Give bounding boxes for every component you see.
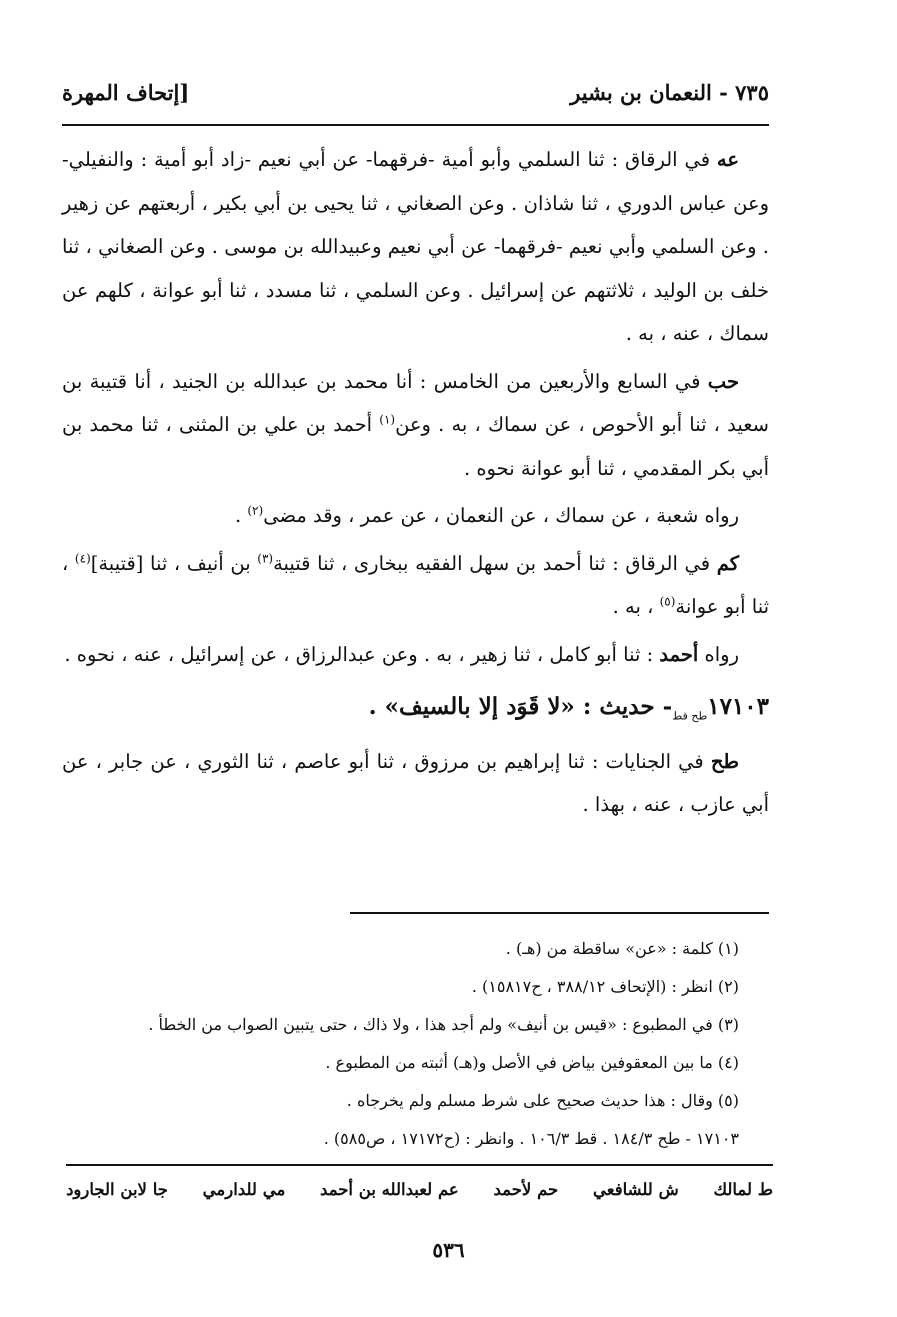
paragraph-text: رواه	[698, 642, 739, 666]
footnote-4: (٤) ما بين المعقوفين بياض في الأصل و(هـ) أثبته من المطبوع .	[325, 1053, 739, 1072]
abbreviations-key	[66, 1180, 773, 1199]
abbreviations-rule	[66, 1164, 773, 1166]
paragraph-3	[62, 494, 769, 538]
paragraph-text: في الجنايات : ثنا إبراهيم بن مرزوق ، ثنا أبو عاصم ، ثنا الثوري ، عن جابر ، عن أبي عازب ، عنه ، بهذا .	[62, 749, 769, 817]
footnote-ref: (٢)	[247, 503, 264, 518]
source-siglum: طح	[710, 749, 739, 773]
paragraph-1	[62, 138, 769, 356]
footnotes	[70, 930, 739, 1158]
hadith-title: - حديث : «لا قَوَد إلا بالسيف» .	[368, 693, 673, 720]
footnote-ref: (٤)	[74, 551, 91, 565]
hadith-heading	[62, 684, 769, 740]
paragraph-text: .	[234, 504, 248, 527]
paragraph-2	[62, 360, 769, 491]
abbrev-item: عم لعبدالله بن أحمد	[320, 1180, 459, 1199]
abbrev-item: ش للشافعي	[593, 1180, 679, 1199]
header-rule	[62, 124, 769, 126]
main-text	[62, 138, 769, 831]
source-siglum: كم	[716, 551, 739, 575]
footnote-rule	[350, 912, 769, 914]
hadith-source-tag: طح قط	[672, 709, 708, 723]
paragraph-text: أحمد بن علي بن المثنى ، ثنا محمد بن أبي بكر المقدمي ، ثنا أبو عوانة نحوه .	[62, 413, 769, 480]
hadith-reference-note: ١٧١٠٣ - طح ١٨٤/٣ . قط ١٠٦/٣ . وانظر : (ح١٧١٧٢ ، ص٥٨٥) .	[323, 1129, 739, 1148]
footnote-ref: (٥)	[659, 594, 676, 609]
source-siglum: عه	[716, 148, 739, 171]
abbrev-item: مي للدارمي	[202, 1180, 286, 1199]
source-siglum: حب	[707, 369, 739, 393]
paragraph-text: ، ثنا أبو عوانة	[62, 551, 769, 618]
footnote-3: (٣) في المطبوع : «قيس بن أنيف» ولم أجد هذا ، ولا ذاك ، حتى يتبين الصواب من الخطأ .	[148, 1015, 739, 1034]
paragraph-text: رواه شعبة ، عن سماك ، عن النعمان ، عن عمر ، وقد مضى	[263, 504, 739, 527]
footnote-5: (٥) وقال : هذا حديث صحيح على شرط مسلم ولم يخرجاه .	[346, 1091, 739, 1110]
header-book-title: [إتحاف المهرة	[62, 79, 190, 105]
running-header	[62, 72, 769, 112]
footnote-1: (١) كلمة : «عن» ساقطة من (هـ) .	[505, 939, 739, 958]
header-chapter-title: ٧٣٥ - النعمان بن بشير	[570, 79, 769, 105]
footnote-2: (٢) انظر : (الإتحاف ٣٨٨/١٢ ، ح١٥٨١٧) .	[471, 977, 739, 996]
paragraph-text: في السابع والأربعين من الخامس : أنا محمد بن عبدالله بن الجنيد ، أنا قتيبة بن سعيد ، ثنا أبو الأحوص ، عن سماك ، به . وعن	[62, 369, 769, 436]
page-number: ٥٣٦	[432, 1238, 465, 1262]
paragraph-text: في الرقاق : ثنا أحمد بن سهل الفقيه ببخارى ، ثنا قتيبة	[273, 551, 717, 575]
hadith-number: ١٧١٠٣	[707, 693, 769, 720]
paragraph-4	[62, 542, 769, 629]
footnote-ref: (٣)	[257, 551, 274, 565]
source-name: أحمد	[659, 642, 699, 666]
paragraph-text: في الرقاق : ثنا السلمي وأبو أمية -فرقهما- عن أبي نعيم -زاد أبو أمية : والنفيلي- وعن عباس الدوري ، ثنا شاذان . وعن الصغاني ، ثنا يحيى بن أبي بكير ، أربعتهم عن زهير . وعن السلمي وأبي نعيم -فرقهما- عن أبي نعيم وعبيدالله بن موسى . وعن الصغاني ، ثنا خلف بن الوليد ، ثلاثتهم عن إسرائيل . وعن السلمي ، ثنا مسدد ، ثنا أبو عوانة ، كلهم عن سماك ، عنه ، به .	[62, 148, 769, 345]
abbrev-item: حم لأحمد	[493, 1180, 559, 1199]
paragraph-6	[62, 740, 769, 827]
paragraph-5	[62, 633, 769, 677]
paragraph-text: : ثنا أبو كامل ، ثنا زهير ، به . وعن عبدالرزاق ، عن إسرائيل ، عنه ، نحوه .	[64, 642, 660, 666]
abbrev-item: ط لمالك	[713, 1180, 773, 1199]
abbrev-item: جا لابن الجارود	[66, 1180, 168, 1199]
footnote-ref: (١)	[379, 412, 396, 427]
paragraph-text: ، به .	[612, 595, 660, 618]
paragraph-text: بن أنيف ، ثنا [قتيبة]	[90, 551, 258, 575]
